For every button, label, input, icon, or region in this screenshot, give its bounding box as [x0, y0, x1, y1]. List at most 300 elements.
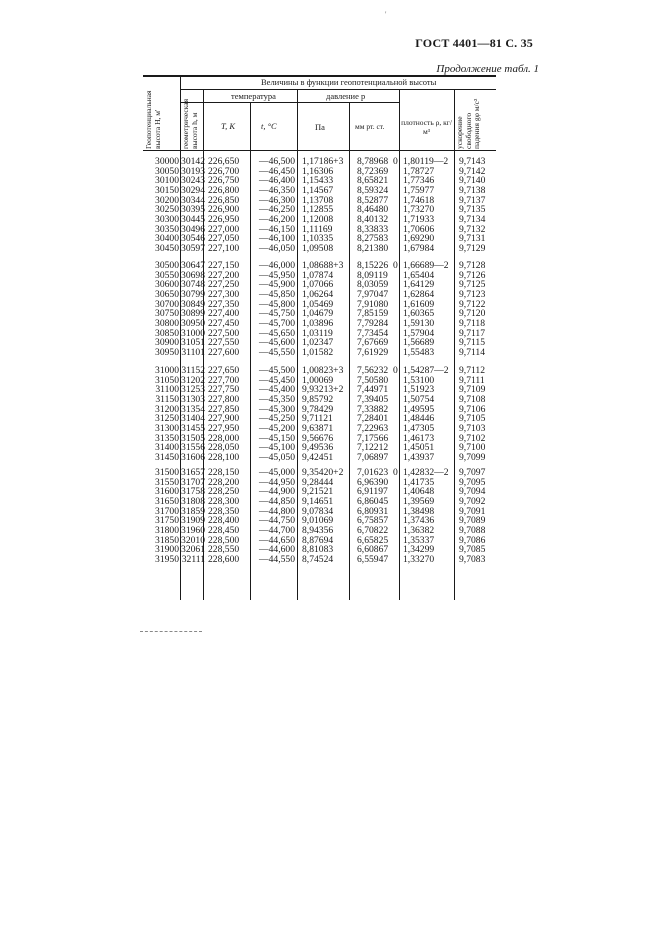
table-cell: 228,400	[208, 515, 240, 527]
table-cell: 31657	[181, 467, 205, 478]
table-cell: 6,55947	[357, 553, 389, 565]
table-cell: 9,7105	[459, 413, 486, 425]
table-cell: 1,06264	[302, 288, 334, 300]
table-cell: 32111	[181, 553, 205, 565]
table-cell: 30000	[155, 156, 179, 167]
block-2-h-column	[181, 261, 205, 358]
table-cell: 30700	[155, 298, 179, 310]
table-cell: 31253	[181, 384, 205, 396]
table-cell: 30800	[155, 317, 179, 329]
table-cell: 1,34299	[403, 544, 435, 556]
table-cell: —46,450	[259, 165, 295, 177]
table-cell: —44,900	[259, 486, 295, 498]
subgroup-rule	[180, 102, 399, 103]
table-cell: 9,7088	[459, 524, 486, 536]
block-2-rho-column	[403, 261, 453, 358]
table-cell: 31152	[181, 365, 205, 376]
table-cell: 31450	[155, 451, 179, 463]
block-4-h-column	[181, 468, 205, 565]
table-cell: 31050	[155, 374, 179, 386]
table-cell: 9,21521	[302, 486, 334, 498]
table-cell: 227,650	[208, 365, 240, 376]
table-cell: 30698	[181, 269, 205, 281]
table-cell: 7,56232 0	[357, 365, 398, 376]
table-cell: 9,35420+2	[302, 467, 344, 478]
table-cell: 1,80119—2	[403, 156, 449, 167]
table-cell: —45,850	[259, 288, 295, 300]
table-cell: 226,800	[208, 184, 240, 196]
t-heading: t, °С	[261, 121, 277, 131]
table-cell: 8,94356	[302, 524, 334, 536]
table-cell: 31960	[181, 524, 205, 536]
table-cell: 31700	[155, 505, 179, 517]
table-cell: 9,7137	[459, 194, 486, 206]
table-cell: 1,50754	[403, 393, 435, 405]
table-cell: 30200	[155, 194, 179, 206]
table-cell: 9,28444	[302, 476, 334, 488]
table-cell: —46,350	[259, 184, 295, 196]
table-cell: 9,7117	[459, 327, 486, 339]
table-cell: —44,650	[259, 534, 295, 546]
block-3-Pa-column	[302, 366, 348, 463]
table-cell: 30900	[155, 337, 179, 349]
col-rule-5	[349, 102, 350, 600]
table-cell: 9,63871	[302, 422, 334, 434]
table-cell: 6,96390	[357, 476, 389, 488]
table-cell: 1,02347	[302, 337, 334, 349]
table-cell: 6,75857	[357, 515, 389, 527]
table-cell: 9,07834	[302, 505, 334, 517]
table-cell: —45,200	[259, 422, 295, 434]
table-cell: 9,01069	[302, 515, 334, 527]
table-cell: 9,7129	[459, 242, 486, 254]
table-cell: 9,71121	[302, 413, 333, 425]
table-cell: 1,42832—2	[403, 467, 449, 478]
table-cell: —46,000	[259, 260, 295, 271]
table-cell: 9,42451	[302, 451, 334, 463]
density-heading: плотность ρ, кг/м³	[401, 118, 452, 136]
table-cell: 228,000	[208, 432, 240, 444]
block-2-t-column	[256, 261, 295, 358]
table-cell: 1,78727	[403, 165, 435, 177]
table-cell: 226,900	[208, 204, 240, 216]
table-cell: 9,7106	[459, 403, 486, 415]
table-cell: 1,12008	[302, 213, 334, 225]
table-cell: 1,53100	[403, 374, 435, 386]
table-cell: 30496	[181, 223, 205, 235]
table-cell: 30395	[181, 204, 205, 216]
table-cell: 9,7103	[459, 422, 486, 434]
block-4-rho-column	[403, 468, 453, 565]
table-cell: —45,900	[259, 279, 295, 291]
table-cell: 227,950	[208, 422, 240, 434]
table-cell: 228,450	[208, 524, 240, 536]
table-cell: 9,7143	[459, 156, 486, 167]
table-cell: 31350	[155, 432, 179, 444]
table-cell: 1,77346	[403, 175, 435, 187]
table-cell: 9,7083	[459, 553, 486, 565]
table-cell: 30193	[181, 165, 205, 177]
table-cell: 32061	[181, 544, 205, 556]
table-cell: 1,41735	[403, 476, 435, 488]
table-cell: 1,64129	[403, 279, 435, 291]
table-cell: 7,01623 0	[357, 467, 398, 478]
table-cell: 31758	[181, 486, 205, 498]
table-cell: 227,600	[208, 346, 240, 358]
table-cell: 228,150	[208, 467, 240, 478]
block-1-t-column	[256, 157, 295, 254]
table-cell: 30300	[155, 213, 179, 225]
table-cell: 1,57904	[403, 327, 435, 339]
table-cell: 30243	[181, 175, 205, 187]
table-cell: 7,22963	[357, 422, 389, 434]
table-cell: 1,36382	[403, 524, 435, 536]
table-cell: 9,49536	[302, 442, 334, 454]
table-cell: 30647	[181, 260, 205, 271]
block-3-rho-column	[403, 366, 453, 463]
block-3-T-column	[208, 366, 248, 463]
table-cell: 30799	[181, 288, 205, 300]
table-cell: 8,27583	[357, 233, 389, 245]
table-cell: 6,80931	[357, 505, 389, 517]
table-cell: 1,11169	[302, 223, 333, 235]
table-cell: 31750	[155, 515, 179, 527]
temperature-heading: температура	[231, 91, 276, 101]
table-cell: 8,21380	[357, 242, 389, 254]
table-cell: 1,65404	[403, 269, 435, 281]
table-cell: —46,500	[259, 156, 295, 167]
table-cell: 1,07874	[302, 269, 334, 281]
table-cell: 9,93213+2	[302, 384, 344, 396]
table-cell: 228,100	[208, 451, 240, 463]
table-cell: 30050	[155, 165, 179, 177]
table-cell: —46,050	[259, 242, 295, 254]
table-cell: 226,650	[208, 156, 240, 167]
block-2-H-column	[143, 261, 179, 358]
table-cell: 227,350	[208, 298, 240, 310]
table-cell: 1,67984	[403, 242, 435, 254]
table-cell: 1,62864	[403, 288, 435, 300]
table-cell: 1,09508	[302, 242, 334, 254]
table-cell: 30550	[155, 269, 179, 281]
group-rule	[180, 89, 496, 90]
table-cell: 30150	[155, 184, 179, 196]
table-cell: 1,71933	[403, 213, 435, 225]
table-cell: 9,7100	[459, 442, 486, 454]
table-cell: 9,7123	[459, 288, 486, 300]
table-cell: —45,750	[259, 308, 295, 320]
table-cell: 8,87694	[302, 534, 334, 546]
table-cell: 1,43937	[403, 451, 435, 463]
table-cell: 30849	[181, 298, 205, 310]
table-cell: 9,7115	[459, 337, 486, 349]
table-cell: 30850	[155, 327, 179, 339]
block-4-T-column	[208, 468, 248, 565]
table-cell: 30250	[155, 204, 179, 216]
table-cell: 31150	[155, 393, 179, 405]
table-cell: 227,250	[208, 279, 240, 291]
col-rule-7	[454, 89, 455, 600]
table-cell: 31900	[155, 544, 179, 556]
block-3-H-column	[143, 366, 179, 463]
continuation-label: Продолжение табл. 1	[436, 63, 539, 75]
table-cell: 30950	[181, 317, 205, 329]
table-cell: —45,250	[259, 413, 295, 425]
table-cell: —45,350	[259, 393, 295, 405]
block-3-g-column	[459, 366, 495, 463]
table-cell: 227,050	[208, 233, 240, 245]
table-cell: 1,00069	[302, 374, 334, 386]
table-cell: 31100	[155, 384, 179, 396]
table-cell: 228,200	[208, 476, 240, 488]
table-cell: 1,70606	[403, 223, 435, 235]
table-cell: 31404	[181, 413, 205, 425]
table-cell: 9,7126	[459, 269, 486, 281]
table-cell: —45,100	[259, 442, 295, 454]
table-cell: —45,300	[259, 403, 295, 415]
table-cell: 31600	[155, 486, 179, 498]
table-cell: 31250	[155, 413, 179, 425]
table-cell: 1,73270	[403, 204, 435, 216]
table-cell: 1,35337	[403, 534, 435, 546]
table-cell: 8,65821	[357, 175, 389, 187]
table-cell: 8,03059	[357, 279, 389, 291]
table-cell: 8,33833	[357, 223, 389, 235]
table-cell: 1,45051	[403, 442, 435, 454]
table-cell: 9,7114	[459, 346, 486, 358]
table-cell: 30600	[155, 279, 179, 291]
table-cell: 9,7140	[459, 175, 486, 187]
table-cell: —46,250	[259, 204, 295, 216]
table-cell: 227,300	[208, 288, 240, 300]
table-cell: 8,52877	[357, 194, 389, 206]
table-cell: 30344	[181, 194, 205, 206]
block-4-H-column	[143, 468, 179, 565]
table-cell: 9,7089	[459, 515, 486, 527]
table-cell: 7,12212	[357, 442, 389, 454]
table-cell: 7,39405	[357, 393, 389, 405]
table-cell: —46,400	[259, 175, 295, 187]
table-cell: 9,7099	[459, 451, 486, 463]
table-cell: 7,79284	[357, 317, 389, 329]
table-cell: 8,40132	[357, 213, 389, 225]
table-cell: —44,800	[259, 505, 295, 517]
table-cell: —45,500	[259, 365, 295, 376]
table-cell: —44,600	[259, 544, 295, 556]
table-cell: 9,7138	[459, 184, 486, 196]
top-mark: '	[385, 10, 387, 19]
table-cell: 227,100	[208, 242, 240, 254]
table-cell: 6,86045	[357, 495, 389, 507]
table-cell: 1,54287—2	[403, 365, 449, 376]
table-cell: 1,49595	[403, 403, 435, 415]
table-cell: 31859	[181, 505, 205, 517]
table-cell: 9,7122	[459, 298, 486, 310]
block-1-Pa-column	[302, 157, 348, 254]
table-cell: 1,51923	[403, 384, 435, 396]
table-cell: 31000	[181, 327, 205, 339]
table-cell: 1,38498	[403, 505, 435, 517]
table-cell: 228,600	[208, 553, 240, 565]
table-cell: 7,67669	[357, 337, 389, 349]
table-cell: 1,66689—2	[403, 260, 449, 271]
block-1-h-column	[181, 157, 205, 254]
table-cell: 1,39569	[403, 495, 435, 507]
table-cell: 30748	[181, 279, 205, 291]
table-cell: 31550	[155, 476, 179, 488]
col-rule-4	[297, 89, 298, 600]
table-cell: 7,33882	[357, 403, 389, 415]
table-cell: 31500	[155, 467, 179, 478]
table-cell: 9,7135	[459, 204, 486, 216]
table-cell: 30500	[155, 260, 179, 271]
table-cell: 6,91197	[357, 486, 388, 498]
table-cell: 8,74524	[302, 553, 334, 565]
table-cell: 1,16306	[302, 165, 334, 177]
table-cell: 227,150	[208, 260, 240, 271]
table-cell: 9,7108	[459, 393, 486, 405]
table-cell: 1,46173	[403, 432, 435, 444]
table-cell: 1,74618	[403, 194, 435, 206]
table-cell: 31556	[181, 442, 205, 454]
table-cell: 1,56689	[403, 337, 435, 349]
h-heading: геометрическая высота h, м	[181, 98, 199, 149]
table-cell: 228,350	[208, 505, 240, 517]
table-cell: 9,78429	[302, 403, 334, 415]
table-cell: 31300	[155, 422, 179, 434]
table-cell: —46,100	[259, 233, 295, 245]
table-cell: 1,12855	[302, 204, 334, 216]
table	[143, 75, 496, 600]
table-cell: 9,7125	[459, 279, 486, 291]
table-cell: —44,850	[259, 495, 295, 507]
table-cell: 6,65825	[357, 534, 389, 546]
table-cell: —45,700	[259, 317, 295, 329]
block-1-g-column	[459, 157, 495, 254]
table-cell: 226,700	[208, 165, 240, 177]
table-cell: 8,09119	[357, 269, 388, 281]
table-cell: 1,05469	[302, 298, 334, 310]
table-cell: 31606	[181, 451, 205, 463]
table-cell: 31303	[181, 393, 205, 405]
table-cell: 31950	[155, 553, 179, 565]
table-cell: —45,950	[259, 269, 295, 281]
table-cell: 7,97047	[357, 288, 389, 300]
table-cell: 30142	[181, 156, 205, 167]
table-cell: 7,28401	[357, 413, 389, 425]
table-cell: 30450	[155, 242, 179, 254]
table-cell: —46,300	[259, 194, 295, 206]
table-cell: 30950	[155, 346, 179, 358]
table-cell: 8,81083	[302, 544, 334, 556]
block-2-Pa-column	[302, 261, 348, 358]
table-cell: —45,450	[259, 374, 295, 386]
table-cell: —45,050	[259, 451, 295, 463]
footer-dashes	[140, 631, 202, 632]
table-cell: 7,91080	[357, 298, 389, 310]
col-rule-3	[250, 102, 251, 600]
table-cell: 1,61609	[403, 298, 435, 310]
table-cell: 1,75977	[403, 184, 435, 196]
table-cell: 227,450	[208, 317, 240, 329]
table-cell: 9,7134	[459, 213, 486, 225]
table-cell: 226,850	[208, 194, 240, 206]
table-cell: 228,550	[208, 544, 240, 556]
table-cell: 31850	[155, 534, 179, 546]
table-cell: 227,000	[208, 223, 240, 235]
table-cell: 9,7118	[459, 317, 486, 329]
table-cell: —45,650	[259, 327, 295, 339]
table-cell: 228,300	[208, 495, 240, 507]
table-cell: 7,44971	[357, 384, 389, 396]
mmhg-heading: мм рт. ст.	[355, 122, 385, 131]
table-cell: 228,250	[208, 486, 240, 498]
table-cell: 1,40648	[403, 486, 435, 498]
table-cell: 9,7095	[459, 476, 486, 488]
table-cell: 1,47305	[403, 422, 435, 434]
table-cell: 30597	[181, 242, 205, 254]
table-cell: 1,00823+3	[302, 365, 344, 376]
table-cell: 1,69290	[403, 233, 435, 245]
block-2-T-column	[208, 261, 248, 358]
block-1-rho-column	[403, 157, 453, 254]
table-cell: 31455	[181, 422, 205, 434]
table-cell: 30294	[181, 184, 205, 196]
table-cell: 8,15226 0	[357, 260, 398, 271]
table-cell: 9,7094	[459, 486, 486, 498]
block-4-g-column	[459, 468, 495, 565]
table-cell: 9,7092	[459, 495, 486, 507]
table-cell: 9,7111	[459, 374, 485, 386]
table-cell: —44,550	[259, 553, 295, 565]
block-4-t-column	[256, 468, 295, 565]
table-cell: 31000	[155, 365, 179, 376]
table-cell: 1,60365	[403, 308, 435, 320]
table-cell: 1,15433	[302, 175, 334, 187]
table-cell: 7,17566	[357, 432, 389, 444]
table-cell: 1,13708	[302, 194, 334, 206]
table-cell: —45,550	[259, 346, 295, 358]
table-cell: 1,04679	[302, 308, 334, 320]
table-cell: 9,7132	[459, 223, 486, 235]
table-cell: 8,46480	[357, 204, 389, 216]
table-cell: —44,950	[259, 476, 295, 488]
table-cell: 227,850	[208, 403, 240, 415]
pa-heading: Па	[315, 122, 325, 132]
table-cell: 1,59130	[403, 317, 435, 329]
table-cell: 30899	[181, 308, 205, 320]
block-3-t-column	[256, 366, 295, 463]
table-cell: 227,750	[208, 384, 240, 396]
block-4-Pa-column	[302, 468, 348, 565]
table-cell: 9,7085	[459, 544, 486, 556]
table-cell: 1,03896	[302, 317, 334, 329]
table-cell: 31800	[155, 524, 179, 536]
block-1-H-column	[143, 157, 179, 254]
table-cell: 31354	[181, 403, 205, 415]
table-cell: 227,800	[208, 393, 240, 405]
table-cell: 227,550	[208, 337, 240, 349]
table-cell: 31909	[181, 515, 205, 527]
table-cell: 8,78968 0	[357, 156, 398, 167]
table-cell: 1,07066	[302, 279, 334, 291]
table-cell: —46,200	[259, 213, 295, 225]
table-cell: —45,000	[259, 467, 295, 478]
table-cell: 9,7120	[459, 308, 486, 320]
table-cell: 9,14651	[302, 495, 334, 507]
table-cell: 31400	[155, 442, 179, 454]
table-cell: 226,750	[208, 175, 240, 187]
